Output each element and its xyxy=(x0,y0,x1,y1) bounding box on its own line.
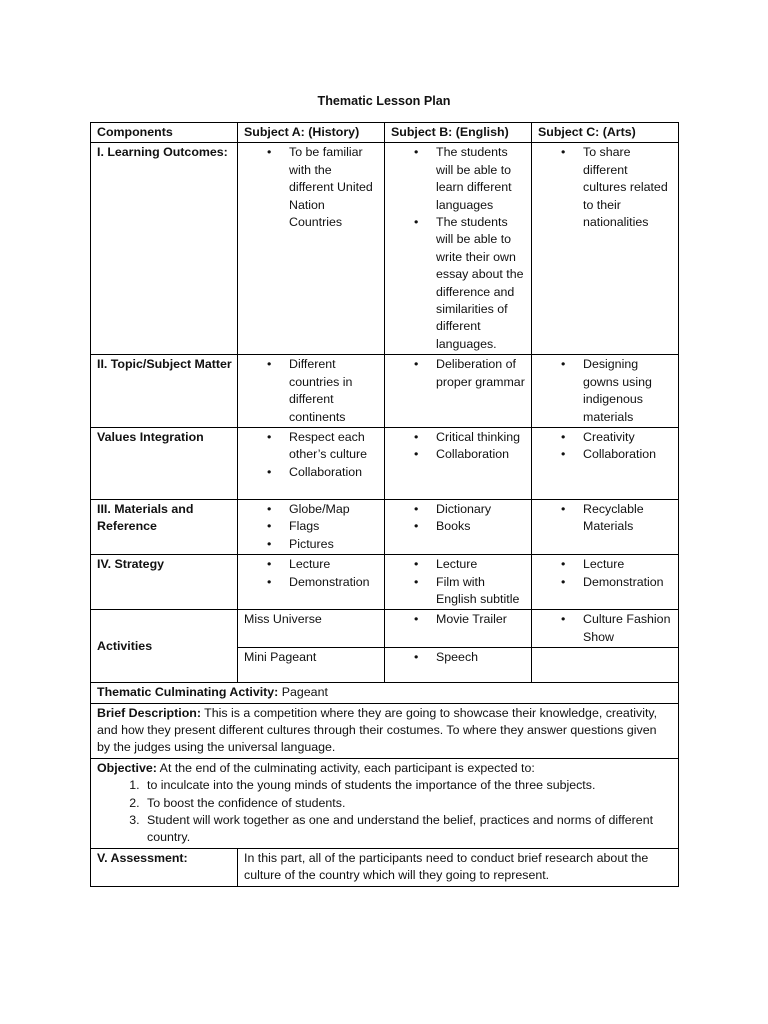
strategy-a xyxy=(238,555,385,610)
objective-cell xyxy=(91,758,679,848)
bullet-item: • Different countries in different continents xyxy=(289,356,379,426)
activities-b-1 xyxy=(385,610,532,648)
brief-cell xyxy=(91,703,679,758)
strategy-b xyxy=(385,555,532,610)
objective-text: At the end of the culminating activity, each participant is expected to: xyxy=(156,760,535,775)
materials-label: III. Materials and Reference xyxy=(91,499,238,554)
bullet-item: • Creativity xyxy=(583,429,673,446)
bullet-item: • To be familiar with the different United Nation Countries xyxy=(289,144,379,231)
header-subject-b: Subject B: (English) xyxy=(385,123,532,143)
objective-item: 1. to inculcate into the young minds of students the importance of the three subjects. xyxy=(143,777,673,794)
bullet-item: • Pictures xyxy=(289,536,379,553)
bullet-item: • Books xyxy=(436,518,526,535)
header-row xyxy=(91,123,679,143)
learning-outcomes-a xyxy=(238,143,385,355)
assessment-row xyxy=(91,848,679,886)
bullet-item: • Speech xyxy=(436,649,526,666)
bullet-item: • Dictionary xyxy=(436,501,526,518)
topic-label: II. Topic/Subject Matter xyxy=(91,355,238,428)
culminating-label: Thematic Culminating Activity: xyxy=(97,685,279,700)
strategy-c xyxy=(532,555,679,610)
activities-row-1 xyxy=(91,610,679,648)
page-title: Thematic Lesson Plan xyxy=(317,94,451,108)
bullet-item: • Demonstration xyxy=(583,574,673,591)
materials-a xyxy=(238,499,385,554)
bullet-item: • Lecture xyxy=(289,556,379,573)
header-subject-a: Subject A: (History) xyxy=(238,123,385,143)
materials-row xyxy=(91,499,679,554)
culminating-row xyxy=(91,683,679,703)
bullet-item: • Critical thinking xyxy=(436,429,526,446)
lesson-plan-table xyxy=(90,122,679,887)
topic-a xyxy=(238,355,385,428)
learning-outcomes-row xyxy=(91,143,679,355)
bullet-item: • Respect each other’s culture xyxy=(289,429,379,464)
values-label: Values Integration xyxy=(91,427,238,499)
bullet-item: • Collaboration xyxy=(436,446,526,463)
assessment-text: In this part, all of the participants need to conduct brief research about the culture of the country which will they going to represent. xyxy=(238,848,679,886)
learning-outcomes-c xyxy=(532,143,679,355)
bullet-item: • Lecture xyxy=(583,556,673,573)
activities-c-2 xyxy=(532,648,679,683)
values-a xyxy=(238,427,385,499)
assessment-label: V. Assessment: xyxy=(91,848,238,886)
bullet-item: • Recyclable Materials xyxy=(583,501,673,536)
bullet-item: • Designing gowns using indigenous materials xyxy=(583,356,673,426)
topic-c xyxy=(532,355,679,428)
materials-c xyxy=(532,499,679,554)
bullet-item: • Deliberation of proper grammar xyxy=(436,356,526,391)
activities-a-2: Mini Pageant xyxy=(238,648,385,683)
brief-row xyxy=(91,703,679,758)
objective-item: 2. To boost the confidence of students. xyxy=(143,795,673,812)
topic-b xyxy=(385,355,532,428)
bullet-item: • Film with English subtitle xyxy=(436,574,526,609)
learning-outcomes-b xyxy=(385,143,532,355)
objective-label: Objective: xyxy=(97,760,157,775)
bullet-item: • Collaboration xyxy=(289,464,379,481)
objective-list xyxy=(97,777,673,847)
objective-item: 3. Student will work together as one and understand the belief, practices and norms of different country. xyxy=(143,812,673,847)
brief-label: Brief Description: xyxy=(97,705,201,720)
strategy-row xyxy=(91,555,679,610)
values-c xyxy=(532,427,679,499)
objective-row xyxy=(91,758,679,848)
bullet-item: • Flags xyxy=(289,518,379,535)
activities-a-1: Miss Universe xyxy=(238,610,385,648)
bullet-item: • Collaboration xyxy=(583,446,673,463)
values-row xyxy=(91,427,679,499)
brief-text: This is a competition where they are going to showcase their knowledge, creativity, and how they present different cultures through their costumes. To where they answer questions given by the judges using the universal language. xyxy=(97,705,658,755)
values-b xyxy=(385,427,532,499)
bullet-item: • The students will be able to learn different languages xyxy=(436,144,526,214)
bullet-item: • Globe/Map xyxy=(289,501,379,518)
activities-b-2 xyxy=(385,648,532,683)
header-subject-c: Subject C: (Arts) xyxy=(532,123,679,143)
bullet-item: • To share different cultures related to their nationalities xyxy=(583,144,673,231)
culminating-cell xyxy=(91,683,679,703)
bullet-item: • Culture Fashion Show xyxy=(583,611,673,646)
activities-label: Activities xyxy=(91,610,238,683)
header-components: Components xyxy=(91,123,238,143)
bullet-item: • Movie Trailer xyxy=(436,611,526,628)
bullet-item: • Lecture xyxy=(436,556,526,573)
topic-row xyxy=(91,355,679,428)
learning-outcomes-label: I. Learning Outcomes: xyxy=(91,143,238,355)
activities-c-1 xyxy=(532,610,679,648)
strategy-label: IV. Strategy xyxy=(91,555,238,610)
culminating-value: Pageant xyxy=(278,685,328,700)
bullet-item: • The students will be able to write their own essay about the difference and similarities of different languages. xyxy=(436,214,526,353)
bullet-item: • Demonstration xyxy=(289,574,379,591)
materials-b xyxy=(385,499,532,554)
